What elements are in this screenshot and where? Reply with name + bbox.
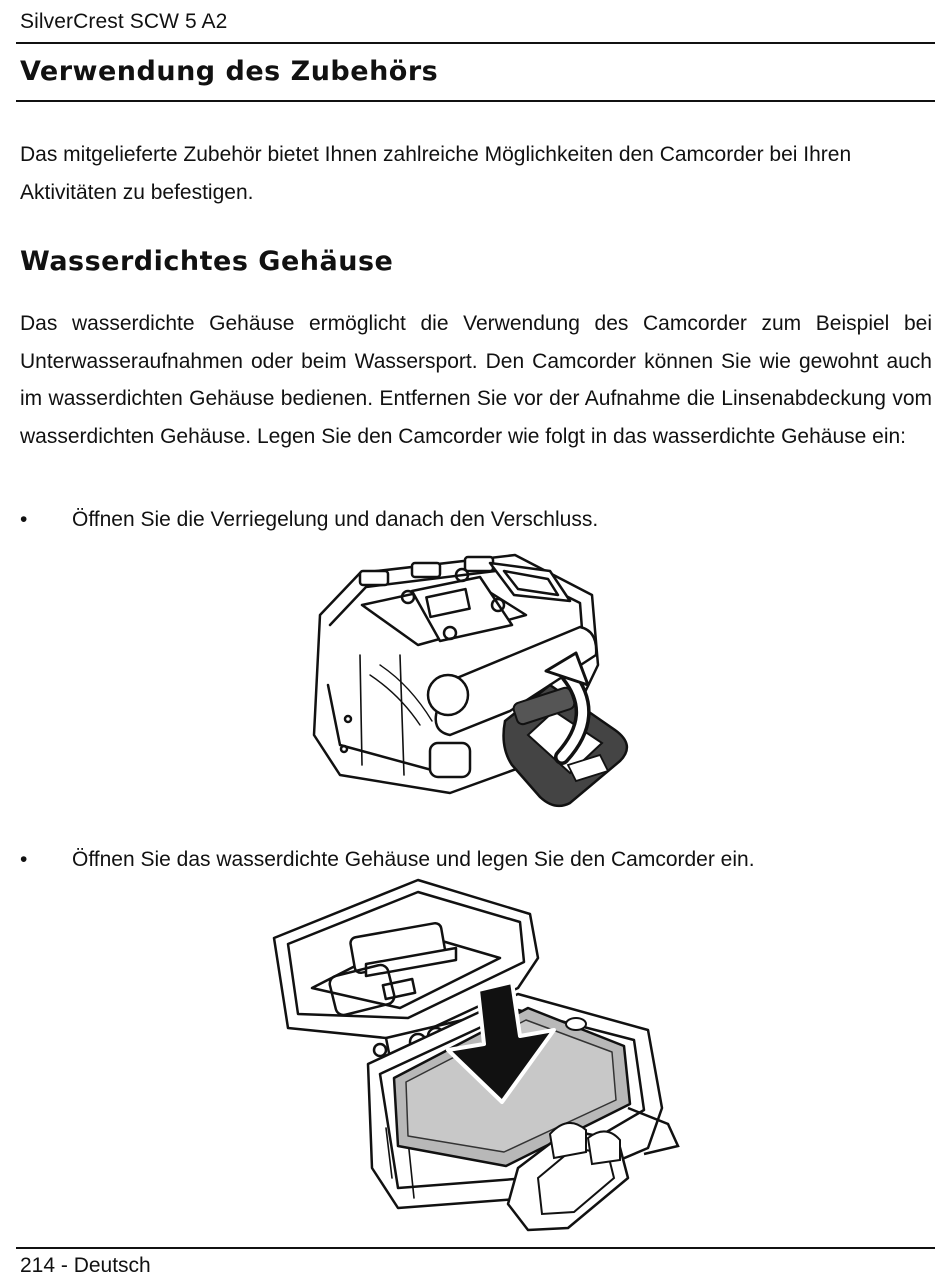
bullet-icon: • bbox=[20, 848, 28, 871]
subsection-title: Wasserdichtes Gehäuse bbox=[20, 246, 394, 277]
step-text: Öffnen Sie das wasserdichte Gehäuse und legen Sie den Camcorder ein. bbox=[72, 848, 755, 871]
running-header: SilverCrest SCW 5 A2 bbox=[20, 10, 228, 33]
housing-latch-open-illustration bbox=[300, 535, 650, 810]
bullet-icon: • bbox=[20, 508, 28, 531]
housing-insert-camera-illustration bbox=[268, 878, 688, 1240]
header-rule bbox=[16, 42, 935, 44]
page-number: 214 - Deutsch bbox=[20, 1254, 151, 1277]
footer-rule bbox=[16, 1247, 935, 1249]
step-text: Öffnen Sie die Verriegelung und danach den Verschluss. bbox=[72, 508, 599, 531]
intro-paragraph: Das mitgelieferte Zubehör bietet Ihnen zahlreiche Möglichkeiten den Camcorder bei Ihren Aktivitäten zu befestigen. bbox=[20, 143, 852, 204]
section-title: Verwendung des Zubehörs bbox=[20, 56, 439, 87]
body-paragraph: Das wasserdichte Gehäuse ermöglicht die Verwendung des Camcorder zum Beispiel bei Unterwasseraufnahmen oder beim Wassersport. Den Camcorder können Sie wie gewohnt auch im wasserdichten Gehäuse bedienen. Entfernen Sie vor der Aufnahme die Linsenabdeckung vom wasserdichten Gehäuse. Legen Sie den Camcorder wie folgt in das wasserdichte Gehäuse ein: bbox=[20, 312, 932, 448]
section-title-rule bbox=[16, 100, 935, 102]
